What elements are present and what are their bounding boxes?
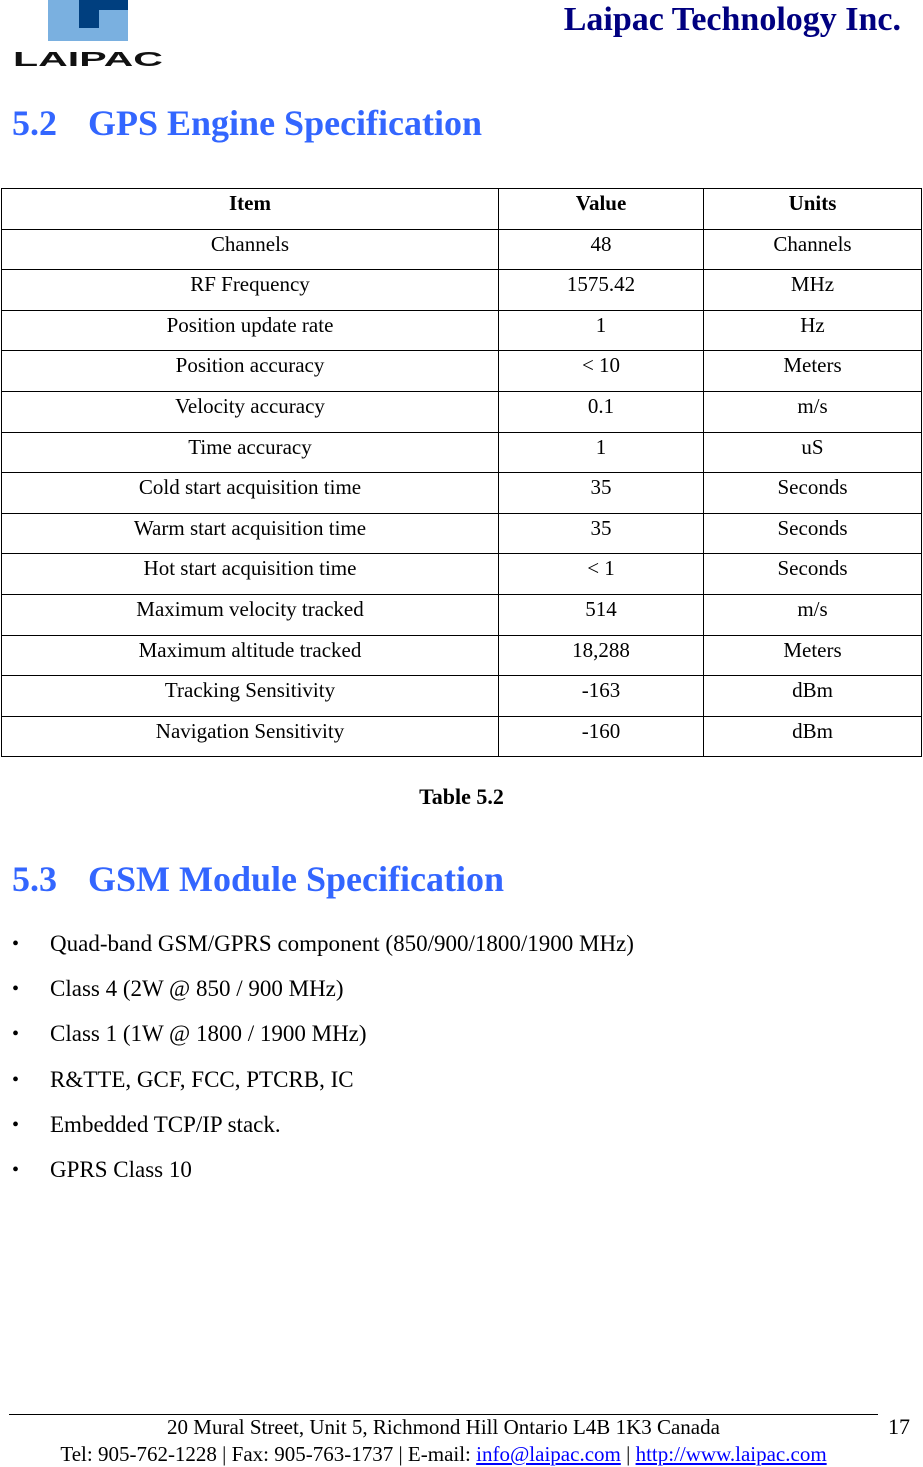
cell-value: 18,288 bbox=[499, 635, 704, 676]
list-item: • GPRS Class 10 bbox=[12, 1154, 634, 1199]
cell-units: uS bbox=[704, 432, 922, 473]
table-row bbox=[2, 513, 922, 554]
cell-value: 0.1 bbox=[499, 391, 704, 432]
section-number: 5.2 bbox=[12, 103, 57, 143]
cell-item: Navigation Sensitivity bbox=[2, 716, 499, 757]
table-row bbox=[2, 432, 922, 473]
section-number: 5.3 bbox=[12, 859, 57, 899]
cell-units: Seconds bbox=[704, 554, 922, 595]
cell-value: < 10 bbox=[499, 351, 704, 392]
cell-item: Tracking Sensitivity bbox=[2, 676, 499, 717]
list-item: • Class 1 (1W @ 1800 / 1900 MHz) bbox=[12, 1018, 634, 1063]
cell-units: MHz bbox=[704, 270, 922, 311]
cell-value: < 1 bbox=[499, 554, 704, 595]
email-link[interactable]: info@laipac.com bbox=[476, 1442, 621, 1466]
table-row bbox=[2, 391, 922, 432]
gps-spec-table bbox=[1, 188, 922, 757]
cell-item: Position accuracy bbox=[2, 351, 499, 392]
cell-units: m/s bbox=[704, 594, 922, 635]
table-row bbox=[2, 310, 922, 351]
page-number: 17 bbox=[888, 1414, 910, 1439]
list-item: • R&TTE, GCF, FCC, PTCRB, IC bbox=[12, 1064, 634, 1109]
cell-item: RF Frequency bbox=[2, 270, 499, 311]
cell-value: 35 bbox=[499, 513, 704, 554]
cell-value: 514 bbox=[499, 594, 704, 635]
header-item: Item bbox=[2, 189, 499, 230]
cell-item: Time accuracy bbox=[2, 432, 499, 473]
cell-value: -160 bbox=[499, 716, 704, 757]
contact-text: Tel: 905-762-1228 | Fax: 905-763-1737 | E-mail: bbox=[60, 1442, 477, 1466]
svg-text:LAIPAC: LAIPAC bbox=[13, 49, 163, 68]
cell-item: Warm start acquisition time bbox=[2, 513, 499, 554]
cell-item: Hot start acquisition time bbox=[2, 554, 499, 595]
cell-item: Cold start acquisition time bbox=[2, 473, 499, 514]
cell-value: 35 bbox=[499, 473, 704, 514]
table-row bbox=[2, 554, 922, 595]
section-title: GSM Module Specification bbox=[88, 859, 504, 899]
separator: | bbox=[620, 1442, 636, 1466]
cell-value: 48 bbox=[499, 229, 704, 270]
cell-units: dBm bbox=[704, 716, 922, 757]
gsm-feature-list bbox=[12, 928, 634, 1199]
table-row bbox=[2, 716, 922, 757]
website-link[interactable]: http://www.laipac.com bbox=[635, 1442, 827, 1466]
cell-units: Meters bbox=[704, 351, 922, 392]
list-item: • Quad-band GSM/GPRS component (850/900/1800/1900 MHz) bbox=[12, 928, 634, 973]
footer-contact bbox=[9, 1441, 878, 1467]
company-name: Laipac Technology Inc. bbox=[563, 1, 901, 38]
table-caption: Table 5.2 bbox=[419, 784, 504, 809]
cell-value: -163 bbox=[499, 676, 704, 717]
cell-value: 1 bbox=[499, 310, 704, 351]
table-row bbox=[2, 229, 922, 270]
list-item: • Class 4 (2W @ 850 / 900 MHz) bbox=[12, 973, 634, 1018]
footer-address: 20 Mural Street, Unit 5, Richmond Hill Ontario L4B 1K3 Canada bbox=[167, 1415, 720, 1439]
section-heading-gsm bbox=[12, 857, 504, 901]
cell-value: 1575.42 bbox=[499, 270, 704, 311]
cell-units: Seconds bbox=[704, 513, 922, 554]
laipac-logo bbox=[12, 0, 164, 68]
table-row bbox=[2, 473, 922, 514]
cell-units: m/s bbox=[704, 391, 922, 432]
header-value: Value bbox=[499, 189, 704, 230]
cell-units: Meters bbox=[704, 635, 922, 676]
table-row bbox=[2, 635, 922, 676]
cell-item: Maximum altitude tracked bbox=[2, 635, 499, 676]
cell-item: Maximum velocity tracked bbox=[2, 594, 499, 635]
header-units: Units bbox=[704, 189, 922, 230]
cell-units: Hz bbox=[704, 310, 922, 351]
cell-units: dBm bbox=[704, 676, 922, 717]
section-heading-gps bbox=[12, 101, 482, 145]
cell-units: Seconds bbox=[704, 473, 922, 514]
section-title: GPS Engine Specification bbox=[88, 103, 483, 143]
table-row bbox=[2, 351, 922, 392]
list-item: • Embedded TCP/IP stack. bbox=[12, 1109, 634, 1154]
cell-value: 1 bbox=[499, 432, 704, 473]
cell-item: Velocity accuracy bbox=[2, 391, 499, 432]
table-header-row bbox=[2, 189, 922, 230]
table-row bbox=[2, 270, 922, 311]
cell-item: Position update rate bbox=[2, 310, 499, 351]
cell-item: Channels bbox=[2, 229, 499, 270]
cell-units: Channels bbox=[704, 229, 922, 270]
table-row bbox=[2, 594, 922, 635]
table-row bbox=[2, 676, 922, 717]
